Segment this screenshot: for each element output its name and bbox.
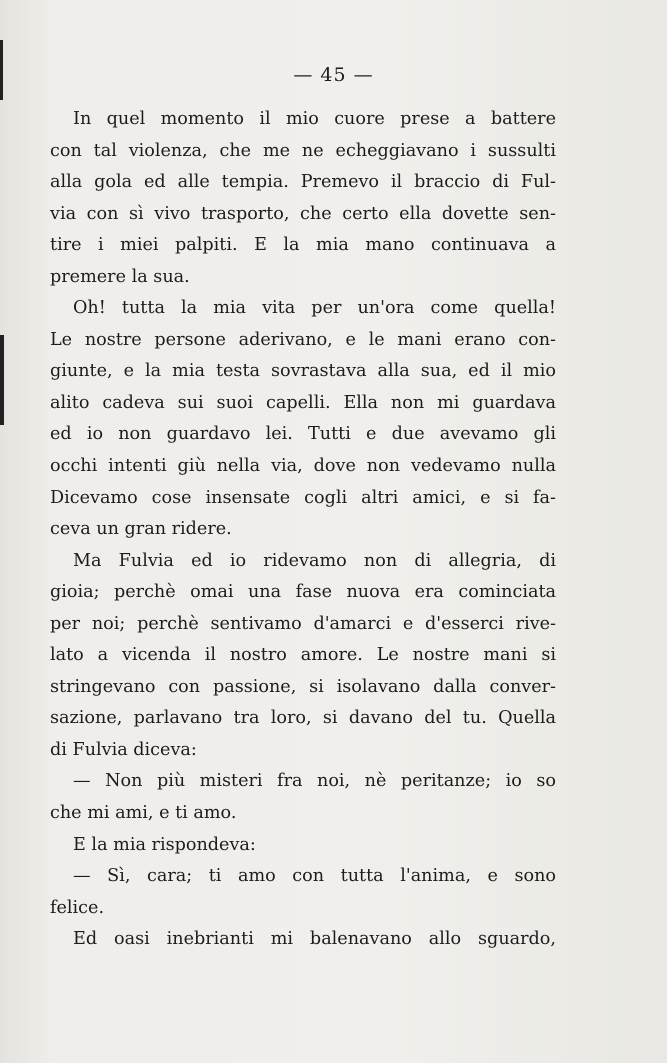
text-line: — Sì, cara; ti amo con tutta l'anima, e sono — [73, 866, 556, 887]
text-line: di Fulvia diceva: — [50, 739, 197, 760]
text-line: gioia; perchè omai una fase nuova era cominciata — [50, 582, 556, 603]
page-edge-mark — [0, 335, 4, 425]
text-line: sazione, parlavano tra loro, si davano del tu. Quella — [50, 708, 556, 729]
text-line: E la mia rispondeva: — [73, 834, 256, 855]
page-number: — 45 — — [293, 64, 374, 86]
page-body — [50, 104, 556, 956]
text-line: ceva un gran ridere. — [50, 519, 232, 540]
text-line: alla gola ed alle tempia. Premevo il braccio di Ful- — [50, 172, 556, 193]
text-line: felice. — [50, 897, 105, 918]
text-line: che mi ami, e ti amo. — [50, 803, 237, 824]
text-line: giunte, e la mia testa sovrastava alla sua, ed il mio — [50, 361, 556, 382]
text-line: Ma Fulvia ed io ridevamo non di allegria, di — [73, 550, 556, 571]
text-line: premere la sua. — [50, 266, 190, 287]
text-line: — Non più misteri fra noi, nè peritanze; io so — [73, 771, 556, 792]
text-line: In quel momento il mio cuore prese a battere — [73, 109, 556, 129]
text-line: stringevano con passione, si isolavano dalla conver- — [50, 676, 556, 697]
text-line: alito cadeva sui suoi capelli. Ella non mi guardava — [50, 392, 556, 413]
text-line: Le nostre persone aderivano, e le mani erano con- — [50, 329, 556, 350]
text-line: via con sì vivo trasporto, che certo ella dovette sen- — [50, 203, 556, 224]
text-line: Oh! tutta la mia vita per un'ora come quella! — [73, 298, 556, 319]
text-line: occhi intenti giù nella via, dove non vedevamo nulla — [50, 456, 556, 477]
text-line: tire i miei palpiti. E la mia mano continuava a — [50, 235, 556, 256]
text-line: Dicevamo cose insensate cogli altri amici, e si fa- — [50, 487, 556, 508]
text-line: Ed oasi inebrianti mi balenavano allo sguardo, — [73, 929, 556, 950]
text-line: ed io non guardavo lei. Tutti e due avevamo gli — [50, 424, 556, 445]
text-line: con tal violenza, che me ne echeggiavano i sussulti — [50, 140, 556, 161]
text-line: per noi; perchè sentivamo d'amarci e d'esserci rive- — [50, 613, 556, 634]
text-line: lato a vicenda il nostro amore. Le nostre mani si — [50, 645, 556, 666]
